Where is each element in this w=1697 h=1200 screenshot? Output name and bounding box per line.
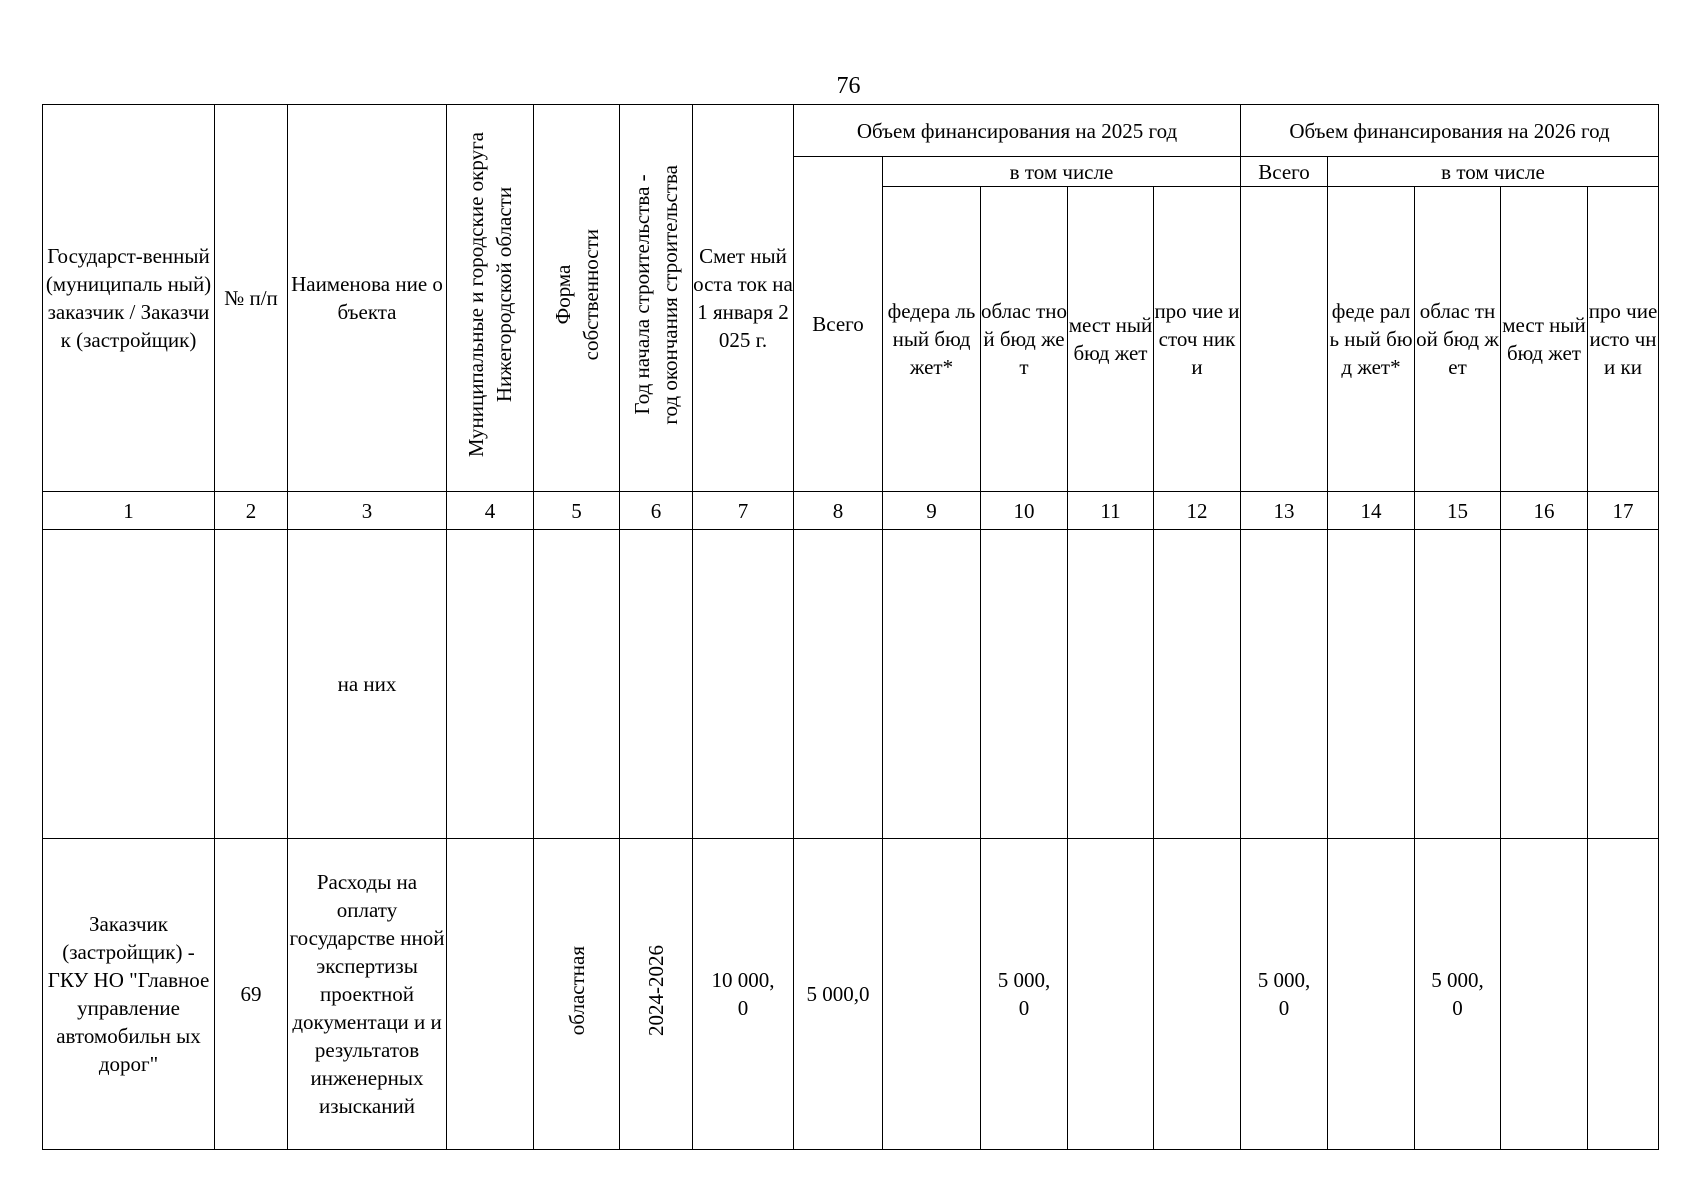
- header-financing-2025: Объем финансирования на 2025 год: [794, 105, 1241, 157]
- cell-ownership: [534, 530, 620, 839]
- column-number: 6: [620, 492, 693, 530]
- investment-program-table: [42, 104, 1659, 1150]
- header-object-name: Наименова ние объекта: [288, 105, 447, 492]
- cell-local-2025: [1068, 839, 1154, 1150]
- header-federal-2026: феде раль ный бюд жет*: [1328, 187, 1415, 492]
- cell-federal-2026: [1328, 530, 1415, 839]
- header-including-2026: в том числе: [1328, 157, 1659, 187]
- header-local-2025: мест ный бюд жет: [1068, 187, 1154, 492]
- cell-number: 69: [215, 839, 288, 1150]
- cell-years: 2024-2026: [620, 839, 693, 1150]
- cell-other-2026: [1588, 530, 1659, 839]
- cell-total-2025: [794, 530, 883, 839]
- header-federal-2025: федера льный бюд жет*: [883, 187, 981, 492]
- header-blank-2026: [1241, 187, 1328, 492]
- header-regional-2025: облас тной бюд жет: [981, 187, 1068, 492]
- cell-years: [620, 530, 693, 839]
- header-other-2026: про чие исто чни ки: [1588, 187, 1659, 492]
- header-total-2026: Всего: [1241, 157, 1328, 187]
- cell-object-name: на них: [288, 530, 447, 839]
- column-number: 16: [1501, 492, 1588, 530]
- table-row: [43, 839, 1659, 1150]
- header-other-2025: про чие источ ники: [1154, 187, 1241, 492]
- cell-federal-2025: [883, 530, 981, 839]
- cell-object-name: Расходы на оплату государстве нной экспертизы проектной документаци и и результатов инженерных изысканий: [288, 839, 447, 1150]
- column-number: 8: [794, 492, 883, 530]
- column-number: 15: [1415, 492, 1501, 530]
- cell-other-2025: [1154, 530, 1241, 839]
- column-number: 12: [1154, 492, 1241, 530]
- header-customer: Государст-венный (муниципаль ный) заказчик / Заказчик (застройщик): [43, 105, 215, 492]
- header-local-2026: мест ный бюд жет: [1501, 187, 1588, 492]
- cell-balance: [693, 530, 794, 839]
- header-number: № п/п: [215, 105, 288, 492]
- column-number: 11: [1068, 492, 1154, 530]
- column-number: 5: [534, 492, 620, 530]
- cell-federal-2025: [883, 839, 981, 1150]
- cell-other-2026: [1588, 839, 1659, 1150]
- cell-federal-2026: [1328, 839, 1415, 1150]
- cell-customer: Заказчик (застройщик) - ГКУ НО "Главное управление автомобильн ых дорог": [43, 839, 215, 1150]
- header-total-2025: Всего: [794, 157, 883, 492]
- column-number: 1: [43, 492, 215, 530]
- cell-balance: 10 000,0: [693, 839, 794, 1150]
- header-construction-years: Год начала строительства - год окончания строительства: [620, 105, 693, 492]
- header-estimated-balance: Смет ный оста ток на 1 января 2025 г.: [693, 105, 794, 492]
- column-number: 7: [693, 492, 794, 530]
- cell-local-2025: [1068, 530, 1154, 839]
- cell-municipality: [447, 530, 534, 839]
- column-numbers-row: [43, 492, 1659, 530]
- cell-ownership: областная: [534, 839, 620, 1150]
- column-number: 17: [1588, 492, 1659, 530]
- cell-other-2025: [1154, 839, 1241, 1150]
- column-number: 13: [1241, 492, 1328, 530]
- table-row: [43, 530, 1659, 839]
- column-number: 2: [215, 492, 288, 530]
- header-ownership: Форма собственности: [534, 105, 620, 492]
- header-including-2025: в том числе: [883, 157, 1241, 187]
- cell-local-2026: [1501, 839, 1588, 1150]
- cell-municipality: [447, 839, 534, 1150]
- cell-local-2026: [1501, 530, 1588, 839]
- header-municipality: Муниципальные и городские округа Нижегородской области: [447, 105, 534, 492]
- column-number: 9: [883, 492, 981, 530]
- cell-total-2026: [1241, 530, 1328, 839]
- cell-total-2026: 5 000,0: [1241, 839, 1328, 1150]
- column-number: 3: [288, 492, 447, 530]
- cell-regional-2025: 5 000,0: [981, 839, 1068, 1150]
- cell-regional-2025: [981, 530, 1068, 839]
- cell-regional-2026: [1415, 530, 1501, 839]
- column-number: 14: [1328, 492, 1415, 530]
- column-number: 4: [447, 492, 534, 530]
- cell-customer: [43, 530, 215, 839]
- column-number: 10: [981, 492, 1068, 530]
- page-number: 76: [836, 73, 861, 99]
- header-financing-2026: Объем финансирования на 2026 год: [1241, 105, 1659, 157]
- cell-number: [215, 530, 288, 839]
- cell-regional-2026: 5 000,0: [1415, 839, 1501, 1150]
- header-regional-2026: облас тной бюд жет: [1415, 187, 1501, 492]
- cell-total-2025: 5 000,0: [794, 839, 883, 1150]
